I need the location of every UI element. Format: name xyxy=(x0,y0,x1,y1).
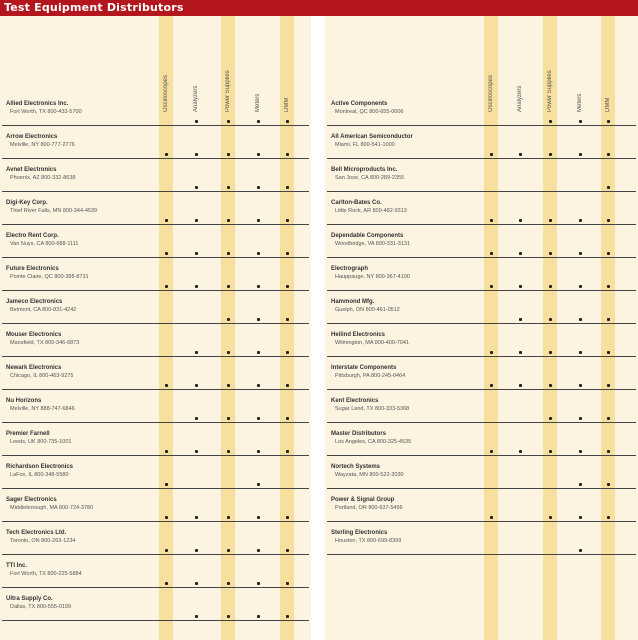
list-item xyxy=(0,560,311,588)
distributor-name: Jameco Electronics xyxy=(6,299,63,305)
list-item xyxy=(325,329,638,357)
availability-dot xyxy=(286,582,289,585)
row-divider xyxy=(327,389,636,390)
list-item xyxy=(325,494,638,522)
list-item xyxy=(0,527,311,555)
availability-dot xyxy=(257,219,260,222)
column-header: Oscilloscopes xyxy=(488,74,494,112)
distributor-contact: Fort Worth, TX 800-225-5884 xyxy=(10,571,82,577)
row-divider xyxy=(327,191,636,192)
column-header: DMM xyxy=(284,97,290,112)
availability-dot xyxy=(519,384,522,387)
availability-dot xyxy=(519,450,522,453)
distributor-contact: Melville, NY 800-777-2776 xyxy=(10,142,75,148)
availability-dot xyxy=(549,384,552,387)
distributor-name: Richardson Electronics xyxy=(6,464,74,470)
row-divider xyxy=(327,488,636,489)
availability-dot xyxy=(227,318,230,321)
row-divider xyxy=(2,191,309,192)
availability-dot xyxy=(286,252,289,255)
availability-dot xyxy=(549,417,552,420)
list-item xyxy=(325,461,638,489)
row-divider xyxy=(327,554,636,555)
distributor-contact: Pointe Claire, QC 800-388-8731 xyxy=(10,274,89,280)
availability-dot xyxy=(549,153,552,156)
availability-dot xyxy=(549,450,552,453)
availability-dot xyxy=(227,219,230,222)
column-header: Power Supplies xyxy=(547,70,553,112)
availability-dot xyxy=(195,120,198,123)
availability-dot xyxy=(579,252,582,255)
list-item xyxy=(325,263,638,291)
availability-dot xyxy=(165,450,168,453)
availability-dot xyxy=(579,450,582,453)
availability-dot xyxy=(165,549,168,552)
row-divider xyxy=(2,488,309,489)
availability-dot xyxy=(579,384,582,387)
distributor-contact: Montreal, QC 800-655-0006 xyxy=(335,109,404,115)
column-header: Meters xyxy=(577,93,583,112)
distributor-name: Kent Electronics xyxy=(331,398,379,404)
distributor-name: Nu Horizons xyxy=(6,398,42,404)
availability-dot xyxy=(227,615,230,618)
availability-dot xyxy=(607,219,610,222)
availability-dot xyxy=(195,351,198,354)
distributor-contact: Woodbridge, VA 800-331-3131 xyxy=(335,241,411,247)
availability-dot xyxy=(490,219,493,222)
list-item xyxy=(0,164,311,192)
left-panel xyxy=(0,16,311,640)
availability-dot xyxy=(195,285,198,288)
row-divider xyxy=(327,521,636,522)
availability-dot xyxy=(227,582,230,585)
distributor-contact: Toronto, ON 800-263-1234 xyxy=(10,538,76,544)
availability-dot xyxy=(607,252,610,255)
availability-dot xyxy=(579,318,582,321)
distributor-contact: Leeds, UK 800-735-1001 xyxy=(10,439,72,445)
availability-dot xyxy=(257,615,260,618)
row-divider xyxy=(327,257,636,258)
distributor-contact: Houston, TX 800-699-8399 xyxy=(335,538,402,544)
availability-dot xyxy=(257,351,260,354)
list-item xyxy=(325,131,638,159)
availability-dot xyxy=(549,318,552,321)
distributor-contact: Los Angeles, CA 800-325-4535 xyxy=(335,439,412,445)
availability-dot xyxy=(607,417,610,420)
availability-dot xyxy=(257,516,260,519)
distributor-contact: Hauppauge, NY 800-367-4100 xyxy=(335,274,410,280)
availability-dot xyxy=(519,219,522,222)
page-title: Test Equipment Distributors xyxy=(4,1,184,14)
availability-dot xyxy=(195,186,198,189)
column-gutter xyxy=(311,16,325,640)
distributor-name: Avnet Electronics xyxy=(6,167,57,173)
list-item xyxy=(0,230,311,258)
list-item xyxy=(325,428,638,456)
list-item xyxy=(325,527,638,555)
row-divider xyxy=(2,323,309,324)
availability-dot xyxy=(257,318,260,321)
availability-dot xyxy=(257,450,260,453)
list-item xyxy=(325,296,638,324)
list-item xyxy=(325,98,638,126)
distributor-contact: Mansfield, TX 800-346-6873 xyxy=(10,340,80,346)
distributor-name: All American Semiconductor xyxy=(331,134,413,140)
row-divider xyxy=(2,224,309,225)
column-header: Power Supplies xyxy=(225,70,231,112)
availability-dot xyxy=(286,318,289,321)
list-item xyxy=(325,230,638,258)
availability-dot xyxy=(165,153,168,156)
distributor-name: Premier Farnell xyxy=(6,431,50,437)
row-divider xyxy=(327,290,636,291)
distributor-name: Ultra Supply Co. xyxy=(6,596,53,602)
distributor-contact: Belmont, CA 800-831-4242 xyxy=(10,307,77,313)
availability-dot xyxy=(519,351,522,354)
availability-dot xyxy=(257,417,260,420)
availability-dot xyxy=(549,516,552,519)
availability-dot xyxy=(607,153,610,156)
distributor-name: Heilind Electronics xyxy=(331,332,386,338)
distributor-name: Electrograph xyxy=(331,266,369,272)
row-divider xyxy=(327,422,636,423)
availability-dot xyxy=(195,384,198,387)
row-divider xyxy=(327,125,636,126)
availability-dot xyxy=(165,384,168,387)
availability-dot xyxy=(257,384,260,387)
availability-dot xyxy=(257,483,260,486)
availability-dot xyxy=(549,351,552,354)
distributor-contact: Guelph, ON 800-461-0512 xyxy=(335,307,400,313)
availability-dot xyxy=(607,516,610,519)
distributor-name: Active Components xyxy=(331,101,388,107)
availability-dot xyxy=(519,153,522,156)
availability-dot xyxy=(165,483,168,486)
availability-dot xyxy=(607,450,610,453)
availability-dot xyxy=(195,549,198,552)
distributor-name: Power & Signal Group xyxy=(331,497,395,503)
row-divider xyxy=(327,224,636,225)
distributor-name: Sterling Electronics xyxy=(331,530,388,536)
distributor-name: Carlton-Bates Co. xyxy=(331,200,382,206)
distributor-contact: Portland, OR 800-637-5466 xyxy=(335,505,403,511)
availability-dot xyxy=(227,417,230,420)
availability-dot xyxy=(227,384,230,387)
distributor-contact: Melville, NY 888-747-6846 xyxy=(10,406,75,412)
availability-dot xyxy=(195,252,198,255)
distributor-name: Future Electronics xyxy=(6,266,59,272)
row-divider xyxy=(2,521,309,522)
row-divider xyxy=(2,554,309,555)
availability-dot xyxy=(519,285,522,288)
availability-dot xyxy=(286,516,289,519)
availability-dot xyxy=(519,252,522,255)
list-item xyxy=(0,428,311,456)
list-item xyxy=(0,263,311,291)
availability-dot xyxy=(227,252,230,255)
distributor-name: Nortech Systems xyxy=(331,464,381,470)
distributor-contact: Pittsburgh, PA 800-245-0464 xyxy=(335,373,406,379)
column-header: Analyzers xyxy=(517,85,523,112)
availability-dot xyxy=(549,252,552,255)
availability-dot xyxy=(607,483,610,486)
availability-dot xyxy=(286,417,289,420)
distributor-name: Tech Electronics Ltd. xyxy=(6,530,67,536)
list-item xyxy=(325,197,638,225)
availability-dot xyxy=(165,252,168,255)
availability-dot xyxy=(286,549,289,552)
distributor-name: Sager Electronics xyxy=(6,497,57,503)
distributor-contact: Thief River Falls, MN 800-344-4539 xyxy=(10,208,98,214)
distributor-name: Bell Microproducts Inc. xyxy=(331,167,398,173)
availability-dot xyxy=(195,153,198,156)
row-divider xyxy=(2,422,309,423)
distributor-name: Electro Rent Corp. xyxy=(6,233,59,239)
availability-dot xyxy=(490,351,493,354)
list-item xyxy=(0,197,311,225)
distributor-name: Interstate Components xyxy=(331,365,397,371)
distributor-contact: LaFox, IL 800-348-5580 xyxy=(10,472,69,478)
availability-dot xyxy=(607,351,610,354)
distributor-contact: Chicago, IL 800-463-9275 xyxy=(10,373,74,379)
availability-dot xyxy=(195,219,198,222)
availability-dot xyxy=(165,582,168,585)
availability-dot xyxy=(227,120,230,123)
availability-dot xyxy=(165,516,168,519)
distributor-contact: Dallas, TX 800-555-0199 xyxy=(10,604,72,610)
availability-dot xyxy=(579,516,582,519)
distributor-contact: Little Rock, AR 800-482-9313 xyxy=(335,208,407,214)
availability-dot xyxy=(549,285,552,288)
distributor-contact: San Jose, CA 800-289-2355 xyxy=(335,175,405,181)
availability-dot xyxy=(227,450,230,453)
availability-dot xyxy=(257,153,260,156)
distributor-contact: Van Nuys, CA 800-688-1111 xyxy=(10,241,79,247)
availability-dot xyxy=(579,549,582,552)
distributor-name: Arrow Electronics xyxy=(6,134,58,140)
distributor-name: TTI Inc. xyxy=(6,563,27,569)
page-banner xyxy=(0,0,638,16)
list-item xyxy=(0,494,311,522)
availability-dot xyxy=(519,318,522,321)
availability-dot xyxy=(257,186,260,189)
availability-dot xyxy=(549,120,552,123)
list-item xyxy=(0,395,311,423)
row-divider xyxy=(2,389,309,390)
availability-dot xyxy=(607,384,610,387)
distributor-contact: Middleborough, MA 800-724-3780 xyxy=(10,505,94,511)
column-header: Oscilloscopes xyxy=(163,74,169,112)
availability-dot xyxy=(257,120,260,123)
distributor-contact: Sugar Land, TX 800-333-5368 xyxy=(335,406,410,412)
row-divider xyxy=(2,356,309,357)
availability-dot xyxy=(257,549,260,552)
list-item xyxy=(0,296,311,324)
row-divider xyxy=(2,620,309,621)
availability-dot xyxy=(490,252,493,255)
availability-dot xyxy=(195,516,198,519)
row-divider xyxy=(327,323,636,324)
availability-dot xyxy=(286,153,289,156)
distributor-name: Mouser Electronics xyxy=(6,332,62,338)
availability-dot xyxy=(227,516,230,519)
availability-dot xyxy=(286,615,289,618)
availability-dot xyxy=(607,285,610,288)
availability-dot xyxy=(579,153,582,156)
list-item xyxy=(0,593,311,621)
distributor-name: Dependable Components xyxy=(331,233,404,239)
availability-dot xyxy=(286,120,289,123)
row-divider xyxy=(2,257,309,258)
availability-dot xyxy=(607,120,610,123)
availability-dot xyxy=(227,285,230,288)
distributor-name: Hammond Mfg. xyxy=(331,299,375,305)
distributor-name: Newark Electronics xyxy=(6,365,62,371)
row-divider xyxy=(2,125,309,126)
list-item xyxy=(325,395,638,423)
distributor-name: Allied Electronics Inc. xyxy=(6,101,69,107)
availability-dot xyxy=(579,219,582,222)
availability-dot xyxy=(227,351,230,354)
availability-dot xyxy=(257,252,260,255)
availability-dot xyxy=(227,186,230,189)
availability-dot xyxy=(195,417,198,420)
availability-dot xyxy=(165,285,168,288)
availability-dot xyxy=(286,285,289,288)
availability-dot xyxy=(579,417,582,420)
distributor-name: Master Distributors xyxy=(331,431,387,437)
row-divider xyxy=(2,587,309,588)
availability-dot xyxy=(286,384,289,387)
distributor-contact: Fort Worth, TX 800-433-5700 xyxy=(10,109,82,115)
row-divider xyxy=(327,455,636,456)
availability-dot xyxy=(195,582,198,585)
row-divider xyxy=(327,158,636,159)
availability-dot xyxy=(579,351,582,354)
list-item xyxy=(0,362,311,390)
list-item xyxy=(0,131,311,159)
availability-dot xyxy=(490,384,493,387)
availability-dot xyxy=(490,516,493,519)
row-divider xyxy=(327,356,636,357)
availability-dot xyxy=(579,120,582,123)
availability-dot xyxy=(579,285,582,288)
availability-dot xyxy=(195,615,198,618)
availability-dot xyxy=(286,351,289,354)
availability-dot xyxy=(195,450,198,453)
column-header: Analyzers xyxy=(193,85,199,112)
distributor-contact: Miami, FL 800-541-1000 xyxy=(335,142,395,148)
availability-dot xyxy=(549,219,552,222)
distributor-contact: Phoenix, AZ 800-332-8638 xyxy=(10,175,76,181)
availability-dot xyxy=(286,219,289,222)
list-item xyxy=(325,362,638,390)
availability-dot xyxy=(579,483,582,486)
availability-dot xyxy=(286,186,289,189)
list-item xyxy=(0,98,311,126)
row-divider xyxy=(2,455,309,456)
availability-dot xyxy=(490,285,493,288)
right-panel xyxy=(325,16,638,640)
list-item xyxy=(325,164,638,192)
column-header: DMM xyxy=(605,97,611,112)
row-divider xyxy=(2,158,309,159)
availability-dot xyxy=(490,450,493,453)
distributor-contact: Wilmington, MA 800-400-7041 xyxy=(335,340,409,346)
availability-dot xyxy=(257,285,260,288)
row-divider xyxy=(2,290,309,291)
availability-dot xyxy=(227,153,230,156)
availability-dot xyxy=(286,450,289,453)
distributor-name: Digi-Key Corp. xyxy=(6,200,48,206)
column-header: Meters xyxy=(255,93,261,112)
list-item xyxy=(0,329,311,357)
availability-dot xyxy=(607,186,610,189)
availability-dot xyxy=(490,153,493,156)
availability-dot xyxy=(227,549,230,552)
distributor-contact: Wayzata, MN 800-522-2030 xyxy=(335,472,404,478)
availability-dot xyxy=(257,582,260,585)
list-item xyxy=(0,461,311,489)
availability-dot xyxy=(607,318,610,321)
availability-dot xyxy=(165,219,168,222)
